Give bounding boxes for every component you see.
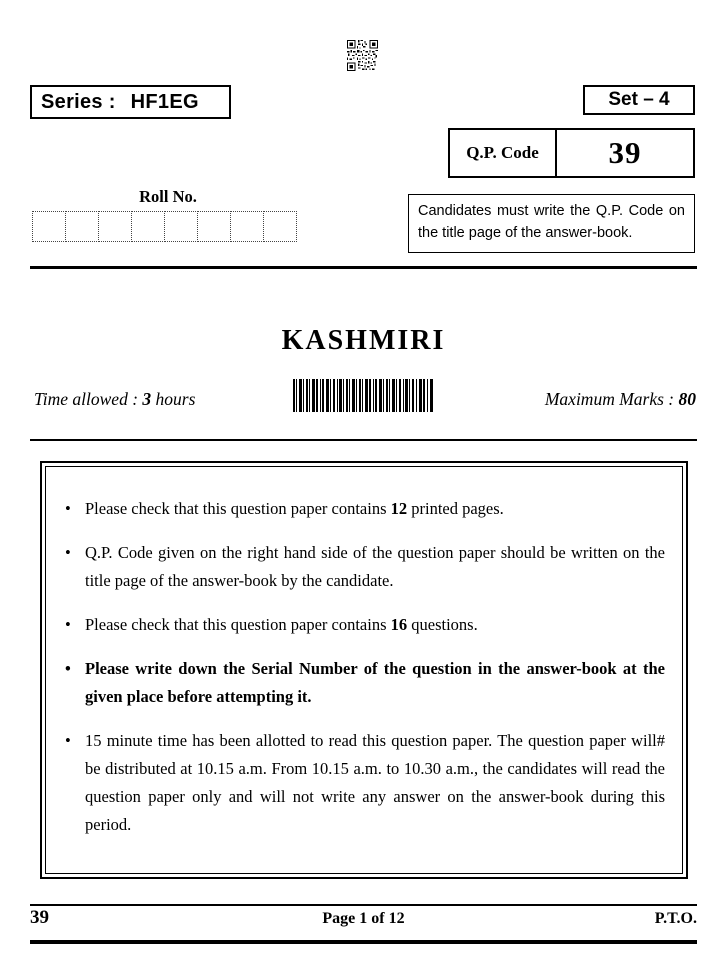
roll-no-label: Roll No. (139, 187, 197, 206)
roll-no-cells (32, 211, 297, 242)
instructions-box-inner (45, 466, 683, 874)
instruction-3-text-end: questions. (407, 615, 478, 634)
candidate-note-box (408, 194, 695, 253)
maximum-marks-value: 80 (678, 389, 696, 409)
instruction-1-text: Please check that this question paper contains (85, 499, 391, 518)
series-value: HF1EG (130, 90, 199, 113)
time-allowed (34, 389, 195, 410)
time-allowed-unit: hours (151, 389, 196, 409)
roll-no-cell (197, 211, 231, 242)
instruction-3-text: Please check that this question paper contains (85, 615, 391, 634)
instruction-item-5 (62, 727, 665, 839)
subject-divider (30, 439, 697, 441)
instruction-4-text: Please write down the Serial Number of the question in the answer-book at the given place before attempting it. (85, 659, 665, 706)
instruction-item-4 (62, 655, 665, 711)
instruction-item-1 (62, 495, 665, 523)
roll-no-cell (131, 211, 165, 242)
instructions-box (40, 461, 688, 879)
instruction-1-pages-count: 12 (390, 499, 408, 518)
footer-qp-code: 39 (30, 907, 49, 928)
instruction-1-text-end: printed pages. (407, 499, 504, 518)
subject-title: KASHMIRI (281, 325, 446, 356)
roll-no-cell (164, 211, 198, 242)
instruction-3-questions-count: 16 (390, 615, 408, 634)
instruction-5-hash-mark: • # (656, 731, 665, 750)
instruction-item-3 (62, 611, 665, 639)
footer-bottom-divider (30, 940, 697, 944)
footer-top-divider (30, 904, 697, 906)
roll-no-cell (263, 211, 297, 242)
maximum-marks (545, 389, 696, 410)
roll-no-cell (98, 211, 132, 242)
header-divider (30, 266, 697, 269)
roll-no-cell (230, 211, 264, 242)
qp-code-box (448, 128, 695, 178)
candidate-note-text: Candidates must write the Q.P. Code on the title page of the answer-book. (418, 203, 685, 241)
instructions-list (62, 495, 665, 839)
instruction-2-text: Q.P. Code given on the right hand side of the question paper should be written on the title page of the answer-book by the candidate. (85, 543, 665, 590)
series-label: Series : (41, 90, 116, 113)
qr-code-icon (347, 40, 378, 71)
time-allowed-label: Time allowed : (34, 389, 143, 409)
qp-code-value: 39 (608, 135, 642, 170)
pto-label: P.T.O. (654, 910, 697, 927)
set-box (583, 85, 695, 115)
maximum-marks-label: Maximum Marks : (544, 389, 679, 409)
instruction-item-2 (62, 539, 665, 595)
qp-code-label: Q.P. Code (450, 130, 557, 176)
series-box (30, 85, 231, 119)
barcode (293, 379, 433, 412)
page-number: Page 1 of 12 (322, 910, 405, 927)
roll-no-cell (65, 211, 99, 242)
roll-no-cell (32, 211, 66, 242)
set-label: Set – 4 (608, 89, 670, 110)
time-allowed-hours: 3 (142, 389, 152, 409)
instruction-5-text: 15 minute time has been allotted to read this question paper. The question paper will be distributed at 10.15 a.m. From 10.15 a.m. to 10.30 a.m., the candidates will read the question paper only and will not write any answer on the answer-book during this period. (85, 731, 665, 834)
